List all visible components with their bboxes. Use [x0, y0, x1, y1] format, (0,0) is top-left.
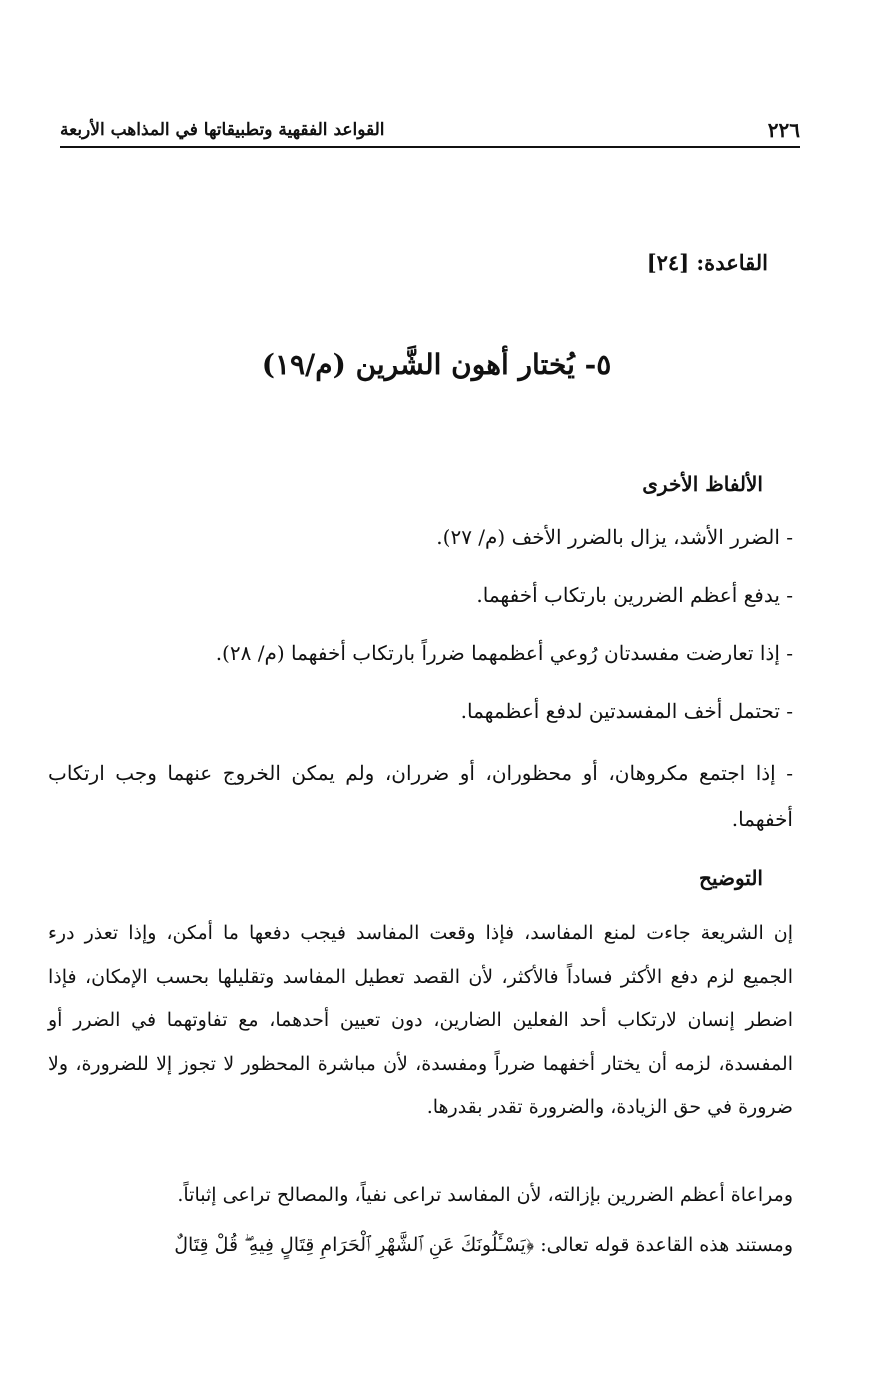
quran-citation-paragraph: ومستند هذه القاعدة قوله تعالى: ﴿يَسْـَٔلُونَكَ عَنِ ٱلشَّهْرِ ٱلْحَرَامِ قِتَالٍ فِيهِ ۖ قُلْ قِتَالٌ: [174, 1234, 793, 1256]
explanation-paragraph: ومراعاة أعظم الضررين بإزالته، لأن المفاسد تراعى نفياً، والمصالح تراعى إثباتاً.: [177, 1184, 793, 1206]
other-wordings-heading: الألفاظ الأخرى: [642, 472, 763, 496]
list-item: - الضرر الأشد، يزال بالضرر الأخف (م/ ٢٧).: [436, 525, 793, 549]
page-number: ٢٢٦: [767, 118, 800, 142]
page-header: [60, 112, 800, 148]
list-item: - إذا اجتمع مكروهان، أو محظوران، أو ضرران، ولم يمكن الخروج عنهما وجب ارتكاب أخفهما.: [48, 761, 793, 831]
explanation-paragraph: إن الشريعة جاءت لمنع المفاسد، فإذا وقعت المفاسد فيجب دفعها ما أمكن، وإذا تعذر درء الجميع لزم دفع الأكثر فساداً فالأكثر، لأن القصد تعطيل المفاسد وتقليلها بحسب الإمكان، فإذا اضطر إنسان لارتكاب أحد الفعلين الضارين، دون تعيين أحدهما، مع تفاوتهما في الضرر أو المفسدة، لزمه أن يختار أخفهما ضرراً ومفسدة، لأن مباشرة المحظور لا تجوز إلا للضرورة، ولا ضرورة في حق الزيادة، والضرورة تقدر بقدرها.: [48, 922, 793, 1118]
other-wordings-list: [48, 518, 793, 862]
list-item: - تحتمل أخف المفسدتين لدفع أعظمهما.: [460, 699, 793, 723]
explanation-heading: التوضيح: [699, 866, 763, 890]
rule-title: ٥- يُختار أهون الشَّرين (م/١٩): [261, 348, 612, 381]
list-item: - يدفع أعظم الضررين بارتكاب أخفهما.: [476, 583, 793, 607]
list-item: - إذا تعارضت مفسدتان رُوعي أعظمهما ضرراً بارتكاب أخفهما (م/ ٢٨).: [215, 641, 793, 665]
running-title: القواعد الفقهية وتطبيقاتها في المذاهب الأربعة: [60, 120, 385, 140]
rule-number-label: القاعدة: [٢٤]: [646, 250, 768, 275]
